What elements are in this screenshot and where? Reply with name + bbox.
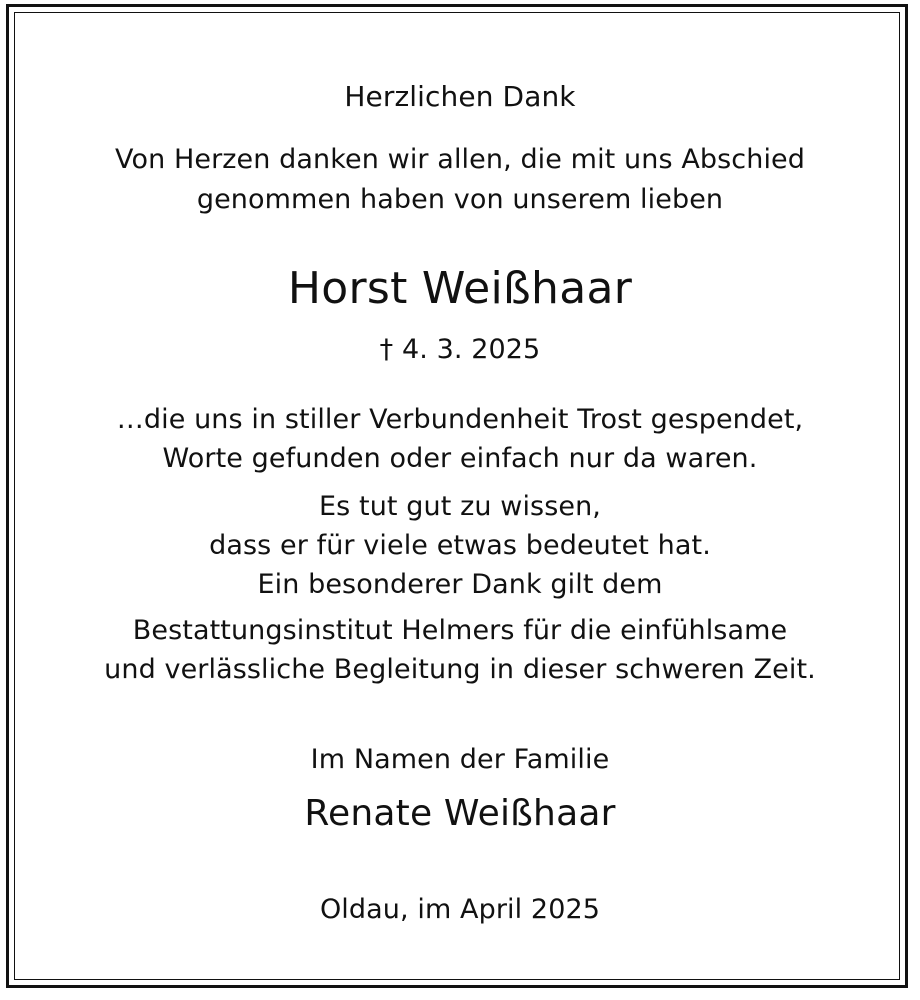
body-3-line-2: Bestattungsinstitut Helmers für die einfühlsame (132, 615, 788, 646)
place-date: Oldau, im April 2025 (319, 894, 601, 925)
body-2-line-1: Es tut gut zu wissen, (319, 491, 601, 522)
deceased-name: Horst Weißhaar (287, 263, 633, 314)
body-3-line-1: Ein besonderer Dank gilt dem (257, 569, 663, 600)
body-3-line-3: und verlässliche Begleitung in dieser schweren Zeit. (104, 654, 816, 685)
body-1-line-2: Worte gefunden oder einfach nur da waren. (162, 443, 758, 474)
intro-line-1: Von Herzen danken wir allen, die mit uns Abschied (114, 144, 806, 175)
notice-heading: Herzlichen Dank (344, 80, 576, 113)
signer-name: Renate Weißhaar (304, 793, 616, 834)
body-1-line-1: …die uns in stiller Verbundenheit Trost gespendet, (116, 404, 804, 435)
intro-line-2: genommen haben von unserem lieben (196, 184, 724, 215)
death-date: † 4. 3. 2025 (379, 334, 541, 365)
signoff-intro: Im Namen der Familie (310, 744, 610, 775)
body-2-line-2: dass er für viele etwas bedeutet hat. (209, 530, 711, 561)
